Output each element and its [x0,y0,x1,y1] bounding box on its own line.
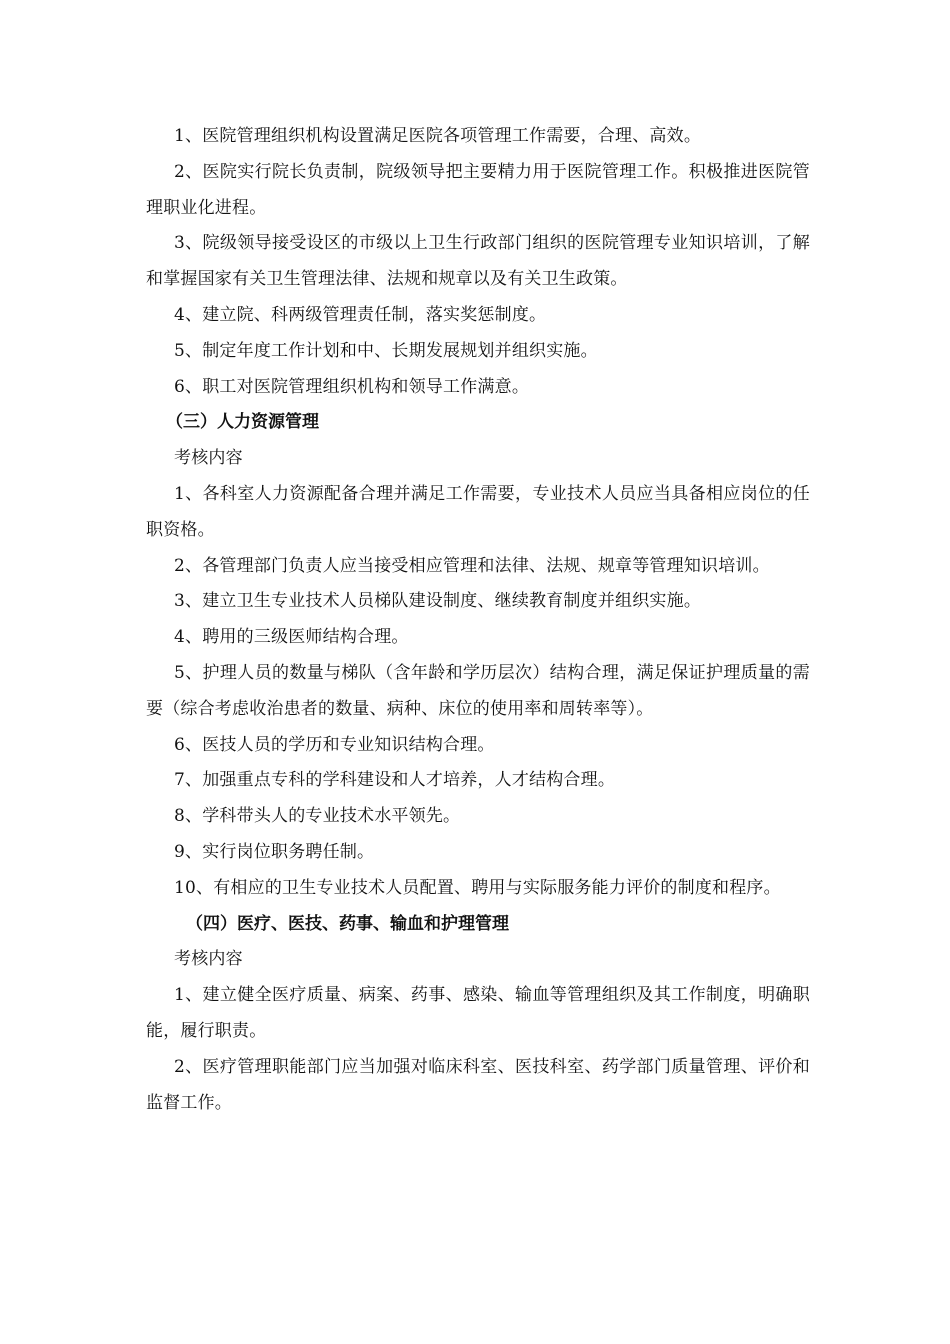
list-item: 4、聘用的三级医师结构合理。 [174,627,409,648]
list-item: 3、建立卫生专业技术人员梯队建设制度、继续教育制度并组织实施。 [174,591,702,612]
list-item: 7、加强重点专科的学科建设和人才培养，人才结构合理。 [174,770,616,791]
list-item: 10、有相应的卫生专业技术人员配置、聘用与实际服务能力评价的制度和程序。 [174,877,781,898]
section-heading: （三）人力资源管理 [166,412,319,433]
section-subheading: 考核内容 [174,949,243,970]
list-item: 1、各科室人力资源配备合理并满足工作需要，专业技术人员应当具备相应岗位的任职资格。 [146,483,810,540]
list-item: 5、制定年度工作计划和中、长期发展规划并组织实施。 [174,340,598,361]
list-item: 1、建立健全医疗质量、病案、药事、感染、输血等管理组织及其工作制度，明确职能，履行职责。 [146,985,810,1041]
list-item: 6、职工对医院管理组织机构和领导工作满意。 [174,376,530,397]
list-item: 5、护理人员的数量与梯队（含年龄和学历层次）结构合理，满足保证护理质量的需要（综合考虑收治患者的数量、病种、床位的使用率和周转率等）。 [146,662,810,719]
list-item: 3、院级领导接受设区的市级以上卫生行政部门组织的医院管理专业知识培训，了解和掌握国家有关卫生管理法律、法规和规章以及有关卫生政策。 [146,233,810,290]
list-item: 2、医疗管理职能部门应当加强对临床科室、医技科室、药学部门质量管理、评价和监督工作。 [146,1056,810,1113]
list-item: 1、医院管理组织机构设置满足医院各项管理工作需要，合理、高效。 [174,126,702,146]
section-subheading: 考核内容 [174,448,243,469]
list-item: 6、医技人员的学历和专业知识结构合理。 [174,734,495,755]
list-item: 4、建立院、科两级管理责任制，落实奖惩制度。 [174,304,547,325]
list-item: 2、各管理部门负责人应当接受相应管理和法律、法规、规章等管理知识培训。 [174,555,770,576]
list-item: 2、医院实行院长负责制，院级领导把主要精力用于医院管理工作。积极推进医院管理职业化进程。 [146,161,810,218]
section-heading: （四）医疗、医技、药事、输血和护理管理 [186,913,509,934]
list-item: 8、学科带头人的专业技术水平领先。 [174,806,461,827]
list-item: 9、实行岗位职务聘任制。 [174,841,375,862]
document-body [146,119,810,1121]
